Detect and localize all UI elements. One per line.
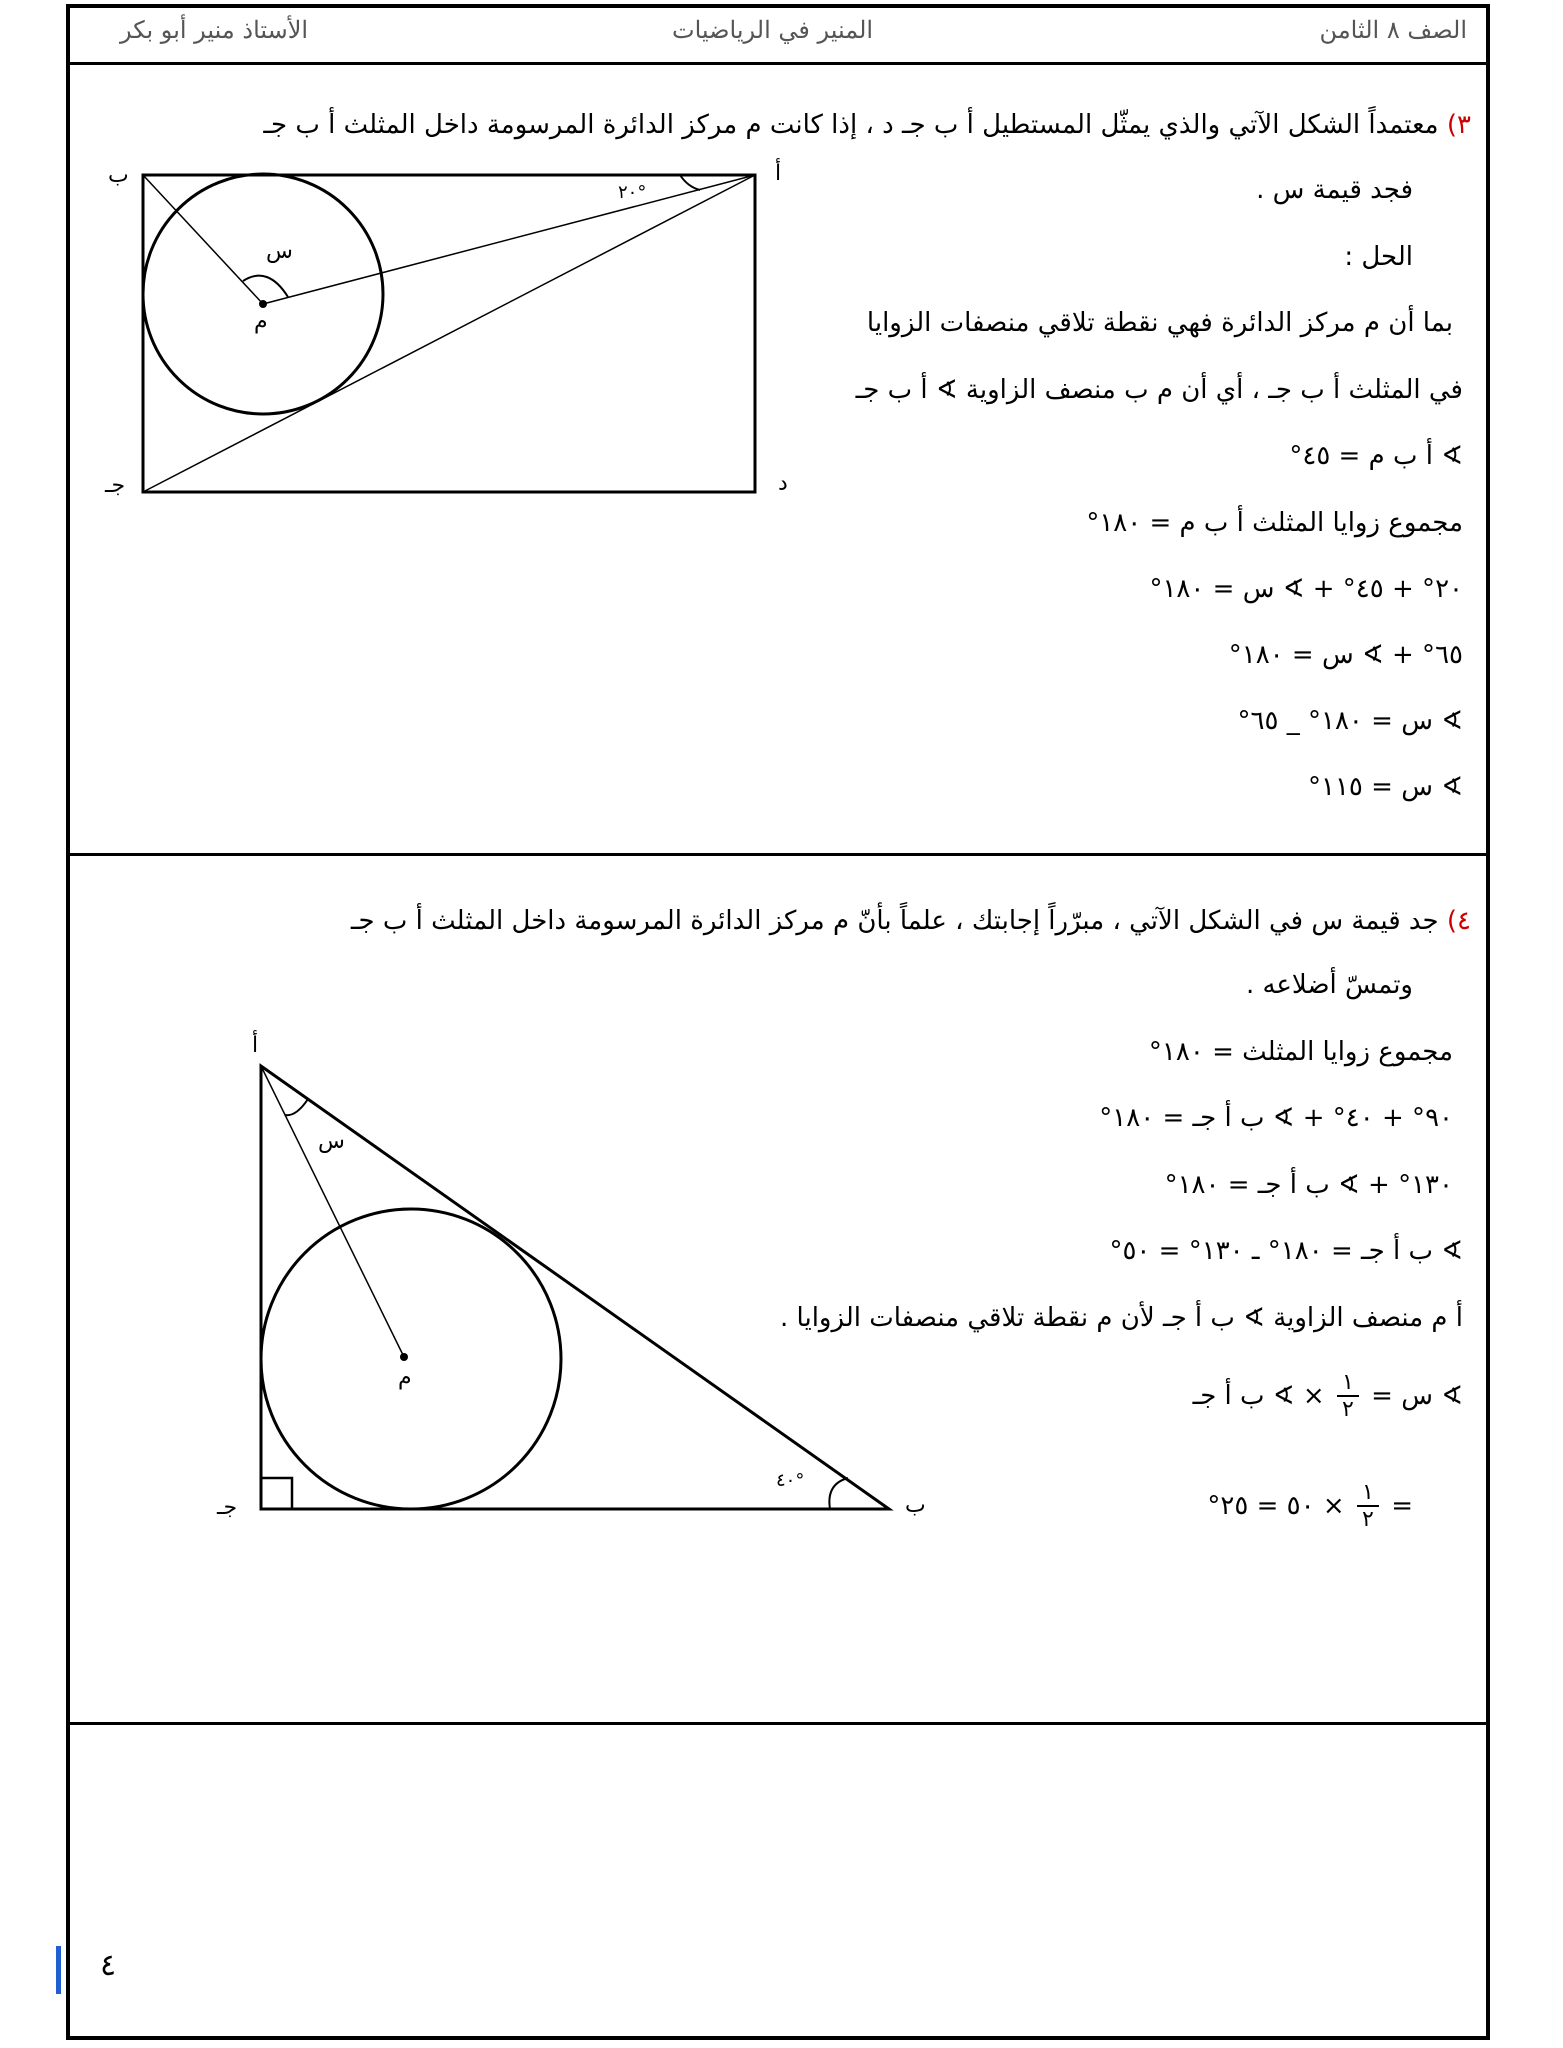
header-book-title: المنير في الرياضيات (672, 16, 874, 44)
q4-center-point (400, 1353, 408, 1361)
page-number: ٤ (100, 1948, 117, 1983)
q4-number: ٤) (1446, 906, 1471, 936)
q4-frac-step1-left: ∢ س = (1371, 1380, 1463, 1411)
header-teacher: الأستاذ منير أبو بكر (120, 16, 309, 44)
section-divider (66, 1722, 1490, 1725)
q4-step: ∢ ب أ جـ = ١٨٠° ـ ١٣٠° = ٥٠° (1109, 1236, 1463, 1266)
q4-angle-arc-40 (829, 1478, 848, 1509)
q4-line2: وتمسّ أضلاعه . (1245, 970, 1413, 1000)
q3-label-a: أ (775, 161, 782, 186)
q3-step: ٢٠° + ٤٥° + ∢ س = ١٨٠° (1149, 574, 1463, 604)
q3-line1: معتمداً الشكل الآتي والذي يمثّل المستطيل أ ب جـ د ، إذا كانت م مركز الدائرة المرسومة داخل المثلث أ ب جـ (263, 110, 1439, 140)
q3-solution-label: الحل : (1344, 242, 1413, 272)
q4-label-m: م (398, 1365, 412, 1390)
q3-label-c: جـ (105, 473, 126, 498)
q4-label-a: أ (252, 1033, 259, 1058)
q4-label-x: س (318, 1129, 345, 1154)
q3-step: ∢ أ ب م = ٤٥° (1289, 441, 1463, 471)
margin-marker (56, 1946, 61, 1994)
q3-label-m: م (254, 309, 268, 334)
q3-label-d: د (778, 471, 788, 496)
q4-step: ٩٠° + ٤٠° + ∢ ب أ جـ = ١٨٠° (1099, 1103, 1453, 1133)
q4-frac-num: ١ (1341, 1370, 1354, 1395)
q4-angle-arc-x (285, 1099, 308, 1115)
q4-incircle (261, 1209, 561, 1509)
q4-triangle (261, 1066, 889, 1509)
q3-angle-20: ٢٠° (618, 182, 647, 203)
q4-frac-den: ٢ (1362, 1507, 1374, 1533)
q4-frac-step2-left: = (1391, 1490, 1413, 1521)
q4-label-c: جـ (217, 1495, 238, 1520)
q3-step: ∢ س = ١٨٠° _ ٦٥° (1237, 706, 1463, 736)
q4-line1: جد قيمة س في الشكل الآتي ، مبرّراً إجابتك ، علماً بأنّ م مركز الدائرة المرسومة داخل المثلث أ ب جـ (350, 906, 1439, 936)
q4-step: ١٣٠° + ∢ ب أ جـ = ١٨٠° (1164, 1170, 1453, 1200)
q4-frac-den: ٢ (1341, 1397, 1354, 1423)
q3-step: ∢ س = ١١٥° (1307, 772, 1463, 802)
q4-label-b: ب (905, 1493, 926, 1518)
q3-number: ٣) (1446, 110, 1471, 140)
q3-step: ٦٥° + ∢ س = ١٨٠° (1228, 640, 1463, 670)
q3-step: في المثلث أ ب جـ ، أي أن م ب منصف الزاوية ∢ أ ب جـ (855, 375, 1463, 405)
q4-angle-40: ٤٠° (776, 1470, 805, 1491)
q3-label-x: س (266, 239, 293, 264)
q4-frac-step1-right: × ∢ ب أ جـ (1192, 1380, 1325, 1411)
header-grade: الصف ٨ الثامن (1319, 16, 1467, 44)
q3-label-b: ب (108, 163, 129, 188)
q3-line2: فجد قيمة س . (1256, 175, 1413, 205)
q4-frac-step2-right: × ٥٠ = ٢٥° (1207, 1490, 1345, 1521)
q4-frac-num: ١ (1362, 1480, 1374, 1505)
q3-step: مجموع زوايا المثلث أ ب م = ١٨٠° (1086, 508, 1463, 538)
q3-step: بما أن م مركز الدائرة فهي نقطة تلاقي منصفات الزوايا (866, 308, 1453, 338)
q4-step: أ م منصف الزاوية ∢ ب أ جـ لأن م نقطة تلاقي منصفات الزوايا . (780, 1303, 1463, 1333)
q4-right-angle-mark (261, 1478, 292, 1509)
q4-step: مجموع زوايا المثلث = ١٨٠° (1148, 1037, 1453, 1067)
